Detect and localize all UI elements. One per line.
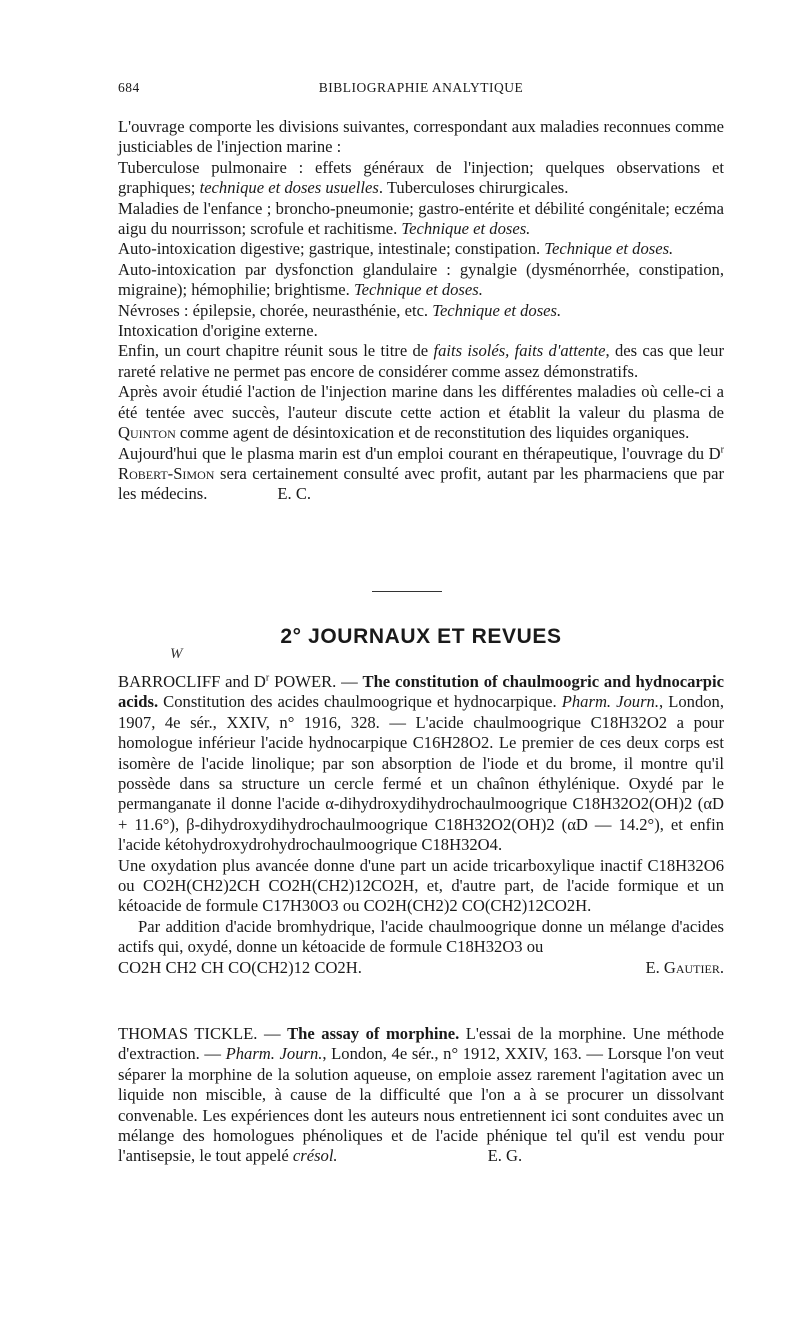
review-paragraph: Maladies de l'enfance ; broncho-pneumonie; gastro-entérite et débilité congénitale; eczéma aigu du nourrisson; scrofule et rachitisme. Technique et doses.: [118, 198, 724, 239]
article-paragraph: THOMAS TICKLE. — The assay of morphine. L'essai de la morphine. Une méthode d'extraction. — Pharm. Journ., London, 4e sér., n° 1912, XXIV, 163. — Lorsque l'on veut séparer la morphine de la solution aqueuse, on emploie assez rarement l'agitation avec un liquide non miscible, à cause de la difficulté que l'on a à se procurer un dissolvant convenable. Les expériences dont les auteurs nous entretiennent ici sont conduites avec un mélange des homologues phénoliques et de l'acide phénique tel qu'il est vendu pour l'antisepsie, le tout appelé crésol. E. G.: [118, 1024, 725, 1166]
article-signature: E. G.: [487, 1146, 523, 1166]
book-review: [118, 117, 724, 505]
article-signature: E. Gautier.: [645, 957, 724, 977]
margin-mark: W: [170, 646, 183, 662]
section-title: 2° JOURNAUX ET REVUES: [280, 625, 562, 648]
review-paragraph: Après avoir étudié l'action de l'injection marine dans les différentes maladies où celle-ci a été tentée avec succès, l'auteur discute cette action et établit la valeur du plasma de Quinton comme agent de désintoxication et de reconstitution des liquides organiques.: [118, 382, 724, 443]
review-paragraph: Névroses : épilepsie, chorée, neurasthénie, etc. Technique et doses.: [118, 300, 562, 320]
article-chaulmoogric: [118, 672, 724, 978]
article-paragraph: Par addition d'acide bromhydrique, l'acide chaulmoogrique donne un mélange d'acides actifs qui, oxydé, donne un kétoacide de formule C18H32O3 ou: [118, 916, 724, 957]
article-heading: BARROCLIFF and $D^r$ POWER. — The constitution of chaulmoogric and hydnocarpic acids. Constitution des acides chaulmoogrique et hydnocarpique. Pharm. Journ., London, 1907, 4e sér., XXIV, n° 1916, 328. — L'acide chaulmoogrique C18H32O2 a pour homologue inférieur l'acide hydnocarpique C16H28O2. Le premier de ces deux corps est isomère de l'acide linolique; par son absorption de l'iode et du brome, il montre qu'il possède dans sa structure un cercle fermé et un chaînon éthylénique. Oxydé par le permanganate il donne l'acide α-dihydroxydihydrochaulmoogrique C18H32O2(OH)2 (αD + 11.6°), β-dihydroxydihydrochaulmoogrique C18H32O2(OH)2 (αD — 14.2°), et enfin l'acide kétohydroxydrohydrochaulmoogrique C18H32O4.: [118, 672, 724, 855]
review-paragraph: Auto-intoxication par dysfonction glandulaire : gynalgie (dysménorrhée, constipation, migraine); hémophilie; brightisme. Technique et doses.: [118, 259, 724, 300]
review-signature: E. C.: [277, 484, 312, 504]
article-closing-line: CO2H CH2 CH CO(CH2)12 CO2H. E. Gautier.: [118, 957, 724, 977]
review-paragraph: Aujourd'hui que le plasma marin est d'un emploi courant en thérapeutique, l'ouvrage du $D^r$ Robert-Simon sera certainement consulté avec profit, autant par les pharmaciens que par les médecins. E. C.: [118, 443, 724, 504]
review-paragraph: Intoxication d'origine externe.: [118, 321, 318, 341]
page-number: 684: [118, 80, 140, 95]
section-divider: [372, 591, 442, 592]
review-paragraph: Tuberculose pulmonaire : effets généraux de l'injection; quelques observations et graphiques; technique et doses usuelles. Tuberculoses chirurgicales.: [118, 157, 724, 198]
review-paragraph: L'ouvrage comporte les divisions suivantes, correspondant aux maladies reconnues comme justiciables de l'injection marine :: [118, 117, 724, 157]
review-paragraph: Enfin, un court chapitre réunit sous le titre de faits isolés, faits d'attente, des cas que leur rareté relative ne permet pas encore de considérer comme assez démonstratifs.: [118, 341, 724, 381]
article-morphine: [118, 1024, 724, 1167]
running-title: BIBLIOGRAPHIE ANALYTIQUE: [318, 80, 524, 95]
article-paragraph: Une oxydation plus avancée donne d'une part un acide tricarboxylique inactif C18H32O6 ou CO2H(CH2)2CH CO2H(CH2)12CO2H, et, d'autre part, de l'acide formique et un kétoacide de formule C17H30O3 ou CO2H(CH2)2 CO(CH2)12CO2H.: [118, 855, 724, 916]
review-paragraph: Auto-intoxication digestive; gastrique, intestinale; constipation. Technique et doses.: [118, 239, 674, 259]
